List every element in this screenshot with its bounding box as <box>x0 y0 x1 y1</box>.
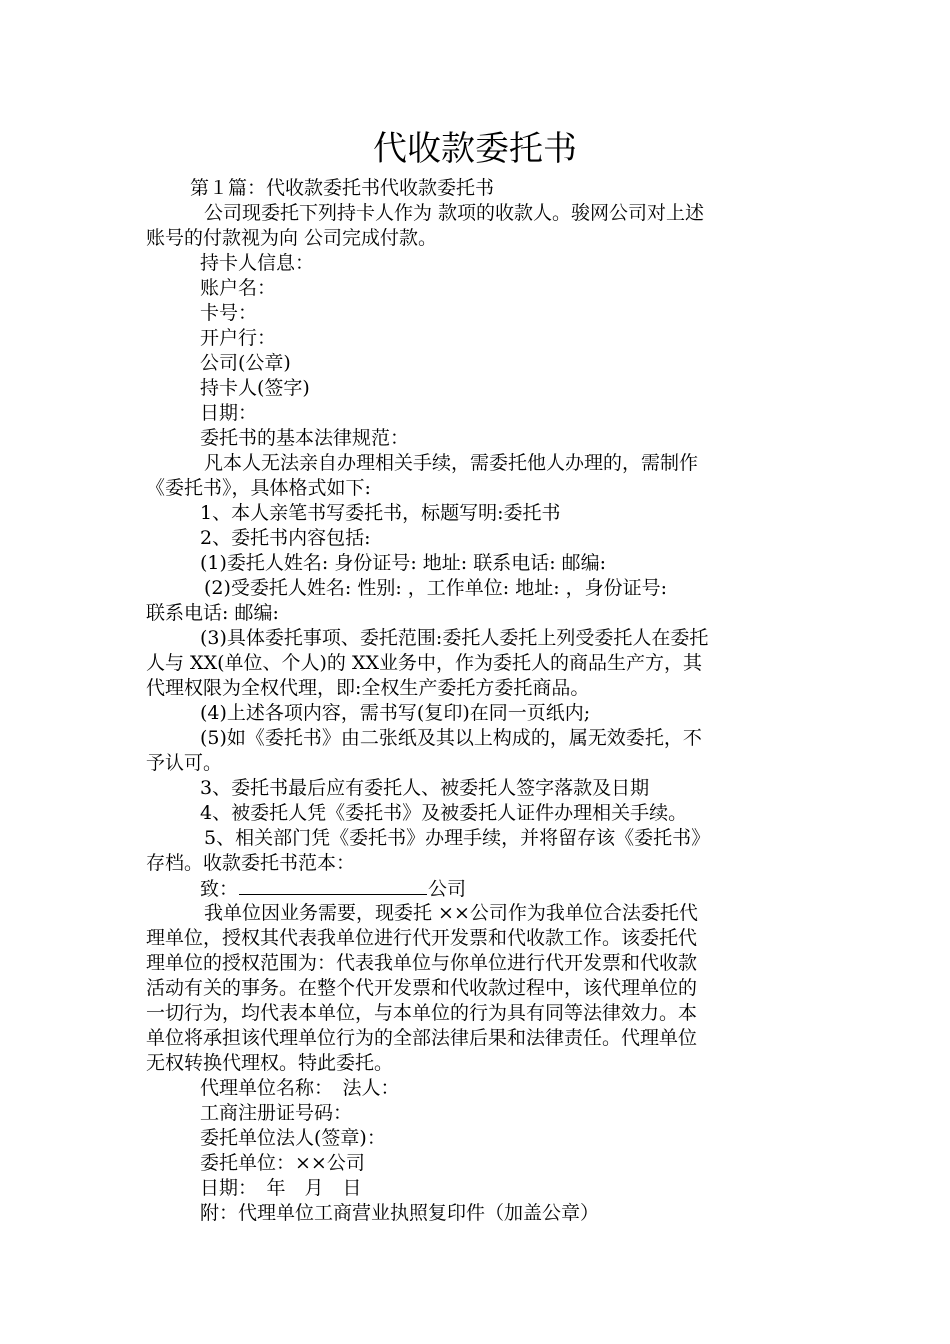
paragraph-line: 卡号： <box>200 302 258 324</box>
paragraph-line: 日期： <box>200 402 258 424</box>
paragraph-line: 账号的付款视为向 公司完成付款。 <box>146 227 438 249</box>
paragraph-line: 无权转换代理权。特此委托。 <box>146 1052 394 1074</box>
paragraph-line: 持卡人(签字) <box>200 377 310 399</box>
paragraph-line: 2、委托书内容包括: <box>200 527 371 549</box>
paragraph-line: (3)具体委托事项、委托范围:委托人委托上列受委托人在委托 <box>200 627 709 649</box>
paragraph-line: 委托书的基本法律规范： <box>200 427 410 449</box>
paragraph-line: 委托单位：××公司 <box>200 1152 365 1174</box>
paragraph-line: 委托单位法人(签章)： <box>200 1127 386 1149</box>
paragraph-line: 《委托书》，具体格式如下: <box>146 477 371 499</box>
paragraph-line: 1、本人亲笔书写委托书，标题写明:委托书 <box>200 502 561 524</box>
paragraph-line: 代理单位名称： 法人： <box>200 1077 400 1099</box>
addressee-suffix: 公司 <box>428 878 467 900</box>
paragraph-line: 持卡人信息： <box>200 252 315 274</box>
paragraph-line: 人与 XX(单位、个人)的 XX业务中，作为委托人的商品生产方，其 <box>146 652 703 674</box>
paragraph-line: 开户行： <box>200 327 277 349</box>
paragraph-line: 公司(公章) <box>200 352 291 374</box>
addressee-blank <box>239 876 427 895</box>
addressee-label: 致： <box>200 878 239 900</box>
paragraph-line: (2)受委托人姓名: 性别: ，工作单位: 地址: ，身份证号: <box>204 577 668 599</box>
paragraph-line: (5)如《委托书》由二张纸及其以上构成的，属无效委托，不 <box>200 727 702 749</box>
paragraph-line: 4、被委托人凭《委托书》及被委托人证件办理相关手续。 <box>200 802 688 824</box>
paragraph-line: 一切行为，均代表本单位，与本单位的行为具有同等法律效力。本 <box>146 1002 698 1024</box>
paragraph-line: 附：代理单位工商营业执照复印件（加盖公章） <box>200 1202 600 1224</box>
paragraph-line: 理单位，授权其代表我单位进行代开发票和代收款工作。该委托代 <box>146 927 698 949</box>
paragraph-line: 理单位的授权范围为：代表我单位与你单位进行代开发票和代收款 <box>146 952 698 974</box>
addressee-line <box>200 876 466 901</box>
paragraph-line: 公司现委托下列持卡人作为 款项的收款人。骏网公司对上述 <box>204 202 705 224</box>
paragraph-line: 予认可。 <box>146 752 223 774</box>
paragraph-line: 凡本人无法亲自办理相关手续，需委托他人办理的，需制作 <box>204 452 699 474</box>
paragraph-line: (1)委托人姓名: 身份证号: 地址: 联系电话: 邮编: <box>200 552 607 574</box>
paragraph-line: 我单位因业务需要，现委托 ××公司作为我单位合法委托代 <box>204 902 698 924</box>
paragraph-line: 3、委托书最后应有委托人、被委托人签字落款及日期 <box>200 777 650 799</box>
paragraph-line: 存档。收款委托书范本： <box>146 852 356 874</box>
paragraph-line: (4)上述各项内容，需书写(复印)在同一页纸内; <box>200 702 591 724</box>
paragraph-line: 联系电话: 邮编: <box>146 602 279 624</box>
paragraph-line: 日期： 年 月 日 <box>200 1177 362 1199</box>
paragraph-line: 5、相关部门凭《委托书》办理手续，并将留存该《委托书》 <box>204 827 711 849</box>
chapter-heading: 第１篇：代收款委托书代收款委托书 <box>190 177 495 199</box>
paragraph-line: 工商注册证号码： <box>200 1102 353 1124</box>
document-title: 代收款委托书 <box>373 129 577 169</box>
paragraph-line: 单位将承担该代理单位行为的全部法律后果和法律责任。代理单位 <box>146 1027 698 1049</box>
paragraph-line: 代理权限为全权代理，即:全权生产委托方委托商品。 <box>146 677 590 699</box>
paragraph-line: 活动有关的事务。在整个代开发票和代收款过程中，该代理单位的 <box>146 977 698 999</box>
paragraph-line: 账户名： <box>200 277 277 299</box>
